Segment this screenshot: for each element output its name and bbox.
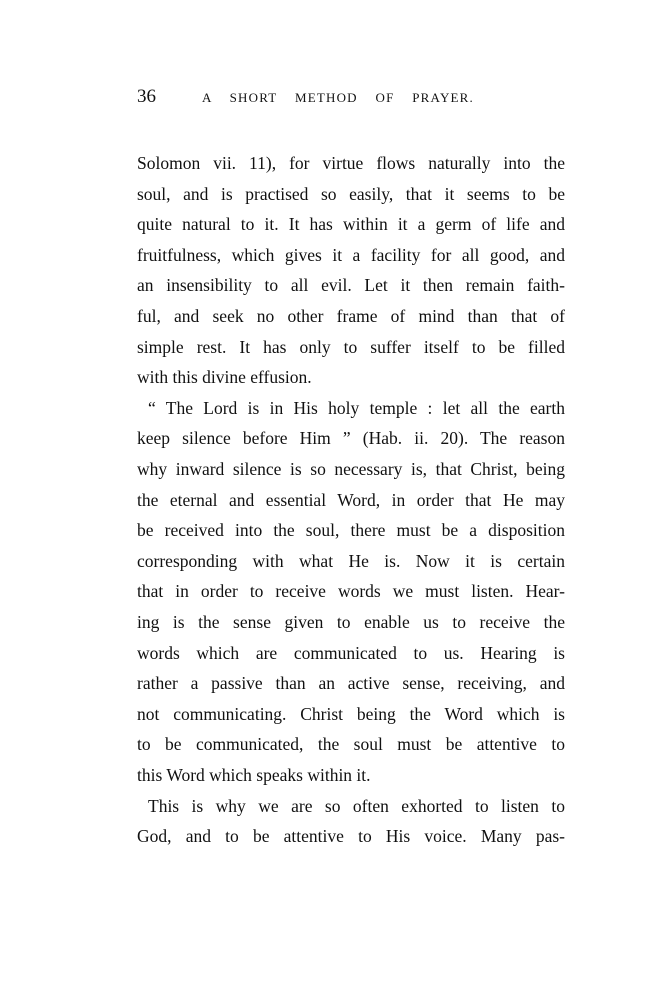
text-line: “ The Lord is in His holy temple : let all the earth	[148, 397, 565, 418]
text-line: ing is the sense given to enable us to receive the	[137, 612, 565, 632]
text-line: Solomon vii. 11), for virtue flows naturally into the	[137, 153, 565, 173]
text-line: words which are communicated to us. Hearing is	[137, 642, 565, 663]
text-line: an insensibility to all evil. Let it then remain faith-	[137, 275, 565, 296]
text-line: to be communicated, the soul must be attentive to	[137, 734, 565, 755]
text-line: rather a passive than an active sense, receiving, and	[137, 673, 565, 694]
running-title: A SHORT METHOD OF PRAYER.	[202, 90, 474, 105]
text-line: this Word which speaks within it.	[137, 765, 371, 785]
text-line: why inward silence is so necessary is, that Christ, being	[137, 459, 565, 479]
text-line: the eternal and essential Word, in order that He may	[137, 489, 565, 510]
text-line: be received into the soul, there must be a disposition	[137, 520, 565, 541]
text-line: not communicating. Christ being the Word which is	[137, 703, 565, 724]
text-line: fruitfulness, which gives it a facility for all good, and	[137, 244, 565, 265]
page-number: 36	[137, 86, 156, 107]
text-line: soul, and is practised so easily, that it seems to be	[137, 183, 565, 204]
text-line: God, and to be attentive to His voice. Many pas-	[137, 826, 565, 847]
text-line: corresponding with what He is. Now it is certain	[137, 550, 565, 571]
text-line: keep silence before Him ” (Hab. ii. 20). The reason	[137, 428, 565, 449]
text-line: with this divine effusion.	[137, 367, 312, 388]
text-line: that in order to receive words we must listen. Hear-	[137, 581, 565, 602]
text-line: simple rest. It has only to suffer itself to be filled	[137, 336, 565, 357]
text-line: quite natural to it. It has within it a germ of life and	[137, 214, 565, 235]
text-line: ful, and seek no other frame of mind than that of	[137, 306, 565, 326]
text-line: This is why we are so often exhorted to listen to	[148, 795, 565, 816]
